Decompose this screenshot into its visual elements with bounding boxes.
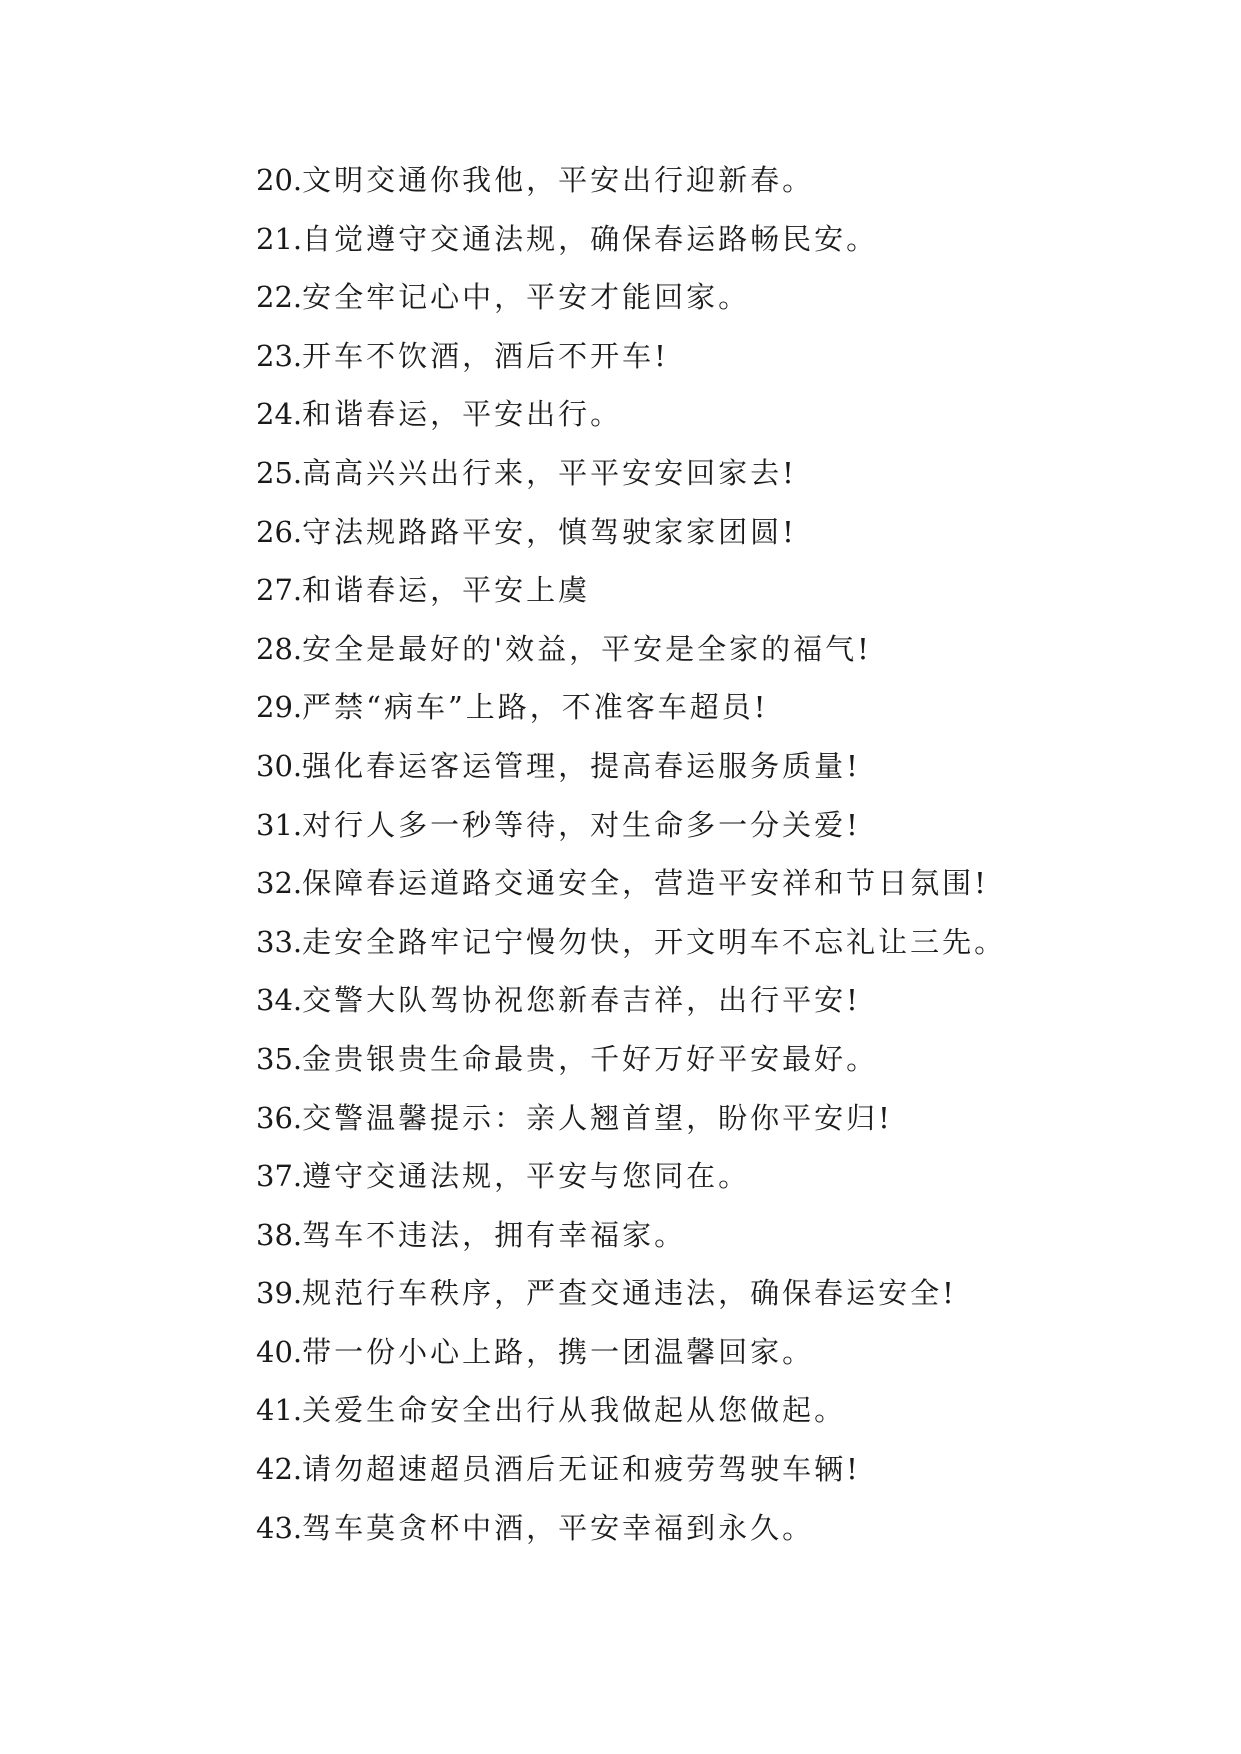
item-number: 43. bbox=[256, 1510, 303, 1545]
item-text: 文明交通你我他，平安出行迎新春。 bbox=[302, 163, 815, 197]
item-text: 带一份小心上路，携一团温馨回家。 bbox=[302, 1334, 815, 1369]
item-number: 20. bbox=[256, 163, 303, 197]
item-number: 27. bbox=[256, 573, 303, 608]
list-item bbox=[256, 1039, 1006, 1098]
list-item bbox=[256, 1215, 1006, 1274]
item-text: 严禁“病车”上路，不准客车超员! bbox=[302, 690, 769, 725]
list-item bbox=[256, 1332, 1006, 1391]
list-item bbox=[256, 805, 1006, 864]
item-number: 23. bbox=[256, 338, 303, 373]
item-number: 30. bbox=[256, 748, 303, 783]
item-number: 22. bbox=[256, 280, 303, 315]
list-item bbox=[256, 1098, 1006, 1157]
item-number: 40. bbox=[256, 1334, 303, 1369]
list-item bbox=[256, 629, 1006, 688]
list-item bbox=[256, 1156, 1006, 1215]
item-text: 走安全路牢记宁慢勿快，开文明车不忘礼让三先。 bbox=[302, 924, 1007, 959]
item-number: 33. bbox=[256, 924, 303, 959]
list-item bbox=[256, 863, 1006, 922]
item-number: 28. bbox=[256, 631, 303, 666]
item-text: 交警温馨提示：亲人翘首望，盼你平安归! bbox=[302, 1100, 893, 1135]
slogan-list bbox=[256, 160, 1006, 1566]
item-number: 24. bbox=[256, 397, 303, 432]
list-item bbox=[256, 336, 1006, 395]
list-item bbox=[256, 687, 1006, 746]
item-text: 保障春运道路交通安全，营造平安祥和节日氛围! bbox=[302, 866, 989, 901]
item-text: 安全牢记心中，平安才能回家。 bbox=[302, 280, 751, 315]
item-text: 遵守交通法规，平安与您同在。 bbox=[302, 1159, 751, 1194]
item-text: 规范行车秩序，严查交通违法，确保春运安全! bbox=[302, 1276, 957, 1311]
item-number: 26. bbox=[256, 514, 303, 549]
item-text: 驾车不违法，拥有幸福家。 bbox=[302, 1217, 687, 1252]
list-item bbox=[256, 512, 1006, 571]
item-text: 守法规路路平安，慎驾驶家家团圆! bbox=[302, 514, 797, 549]
item-number: 31. bbox=[256, 807, 303, 842]
list-item bbox=[256, 453, 1006, 512]
item-number: 37. bbox=[256, 1159, 303, 1194]
item-number: 42. bbox=[256, 1452, 303, 1487]
item-number: 35. bbox=[256, 1041, 303, 1076]
item-text: 对行人多一秒等待，对生命多一分关爱! bbox=[302, 807, 861, 842]
item-number: 29. bbox=[256, 690, 303, 725]
item-number: 34. bbox=[256, 983, 303, 1018]
item-number: 21. bbox=[256, 221, 303, 256]
item-text: 和谐春运，平安上虞 bbox=[302, 573, 591, 608]
item-text: 强化春运客运管理，提高春运服务质量! bbox=[302, 748, 861, 783]
item-number: 36. bbox=[256, 1100, 303, 1135]
list-item bbox=[256, 1449, 1006, 1508]
list-item bbox=[256, 1508, 1006, 1567]
item-number: 25. bbox=[256, 455, 303, 490]
item-text: 安全是最好的'效益，平安是全家的福气! bbox=[302, 631, 872, 666]
list-item bbox=[256, 160, 1006, 219]
item-number: 38. bbox=[256, 1217, 303, 1252]
list-item bbox=[256, 1273, 1006, 1332]
list-item bbox=[256, 570, 1006, 629]
list-item bbox=[256, 219, 1006, 278]
list-item bbox=[256, 277, 1006, 336]
item-text: 和谐春运，平安出行。 bbox=[302, 397, 623, 432]
item-text: 开车不饮酒，酒后不开车! bbox=[302, 338, 669, 373]
list-item bbox=[256, 746, 1006, 805]
item-number: 32. bbox=[256, 866, 303, 901]
list-item bbox=[256, 394, 1006, 453]
list-item bbox=[256, 922, 1006, 981]
item-text: 请勿超速超员酒后无证和疲劳驾驶车辆! bbox=[302, 1452, 861, 1487]
item-number: 41. bbox=[256, 1393, 303, 1428]
list-item bbox=[256, 980, 1006, 1039]
item-number: 39. bbox=[256, 1276, 303, 1311]
item-text: 交警大队驾协祝您新春吉祥，出行平安! bbox=[302, 983, 861, 1018]
item-text: 金贵银贵生命最贵，千好万好平安最好。 bbox=[302, 1041, 879, 1076]
item-text: 关爱生命安全出行从我做起从您做起。 bbox=[302, 1393, 847, 1428]
item-text: 自觉遵守交通法规，确保春运路畅民安。 bbox=[302, 221, 879, 256]
item-text: 高高兴兴出行来，平平安安回家去! bbox=[302, 455, 797, 490]
item-text: 驾车莫贪杯中酒，平安幸福到永久。 bbox=[302, 1510, 815, 1545]
list-item bbox=[256, 1390, 1006, 1449]
